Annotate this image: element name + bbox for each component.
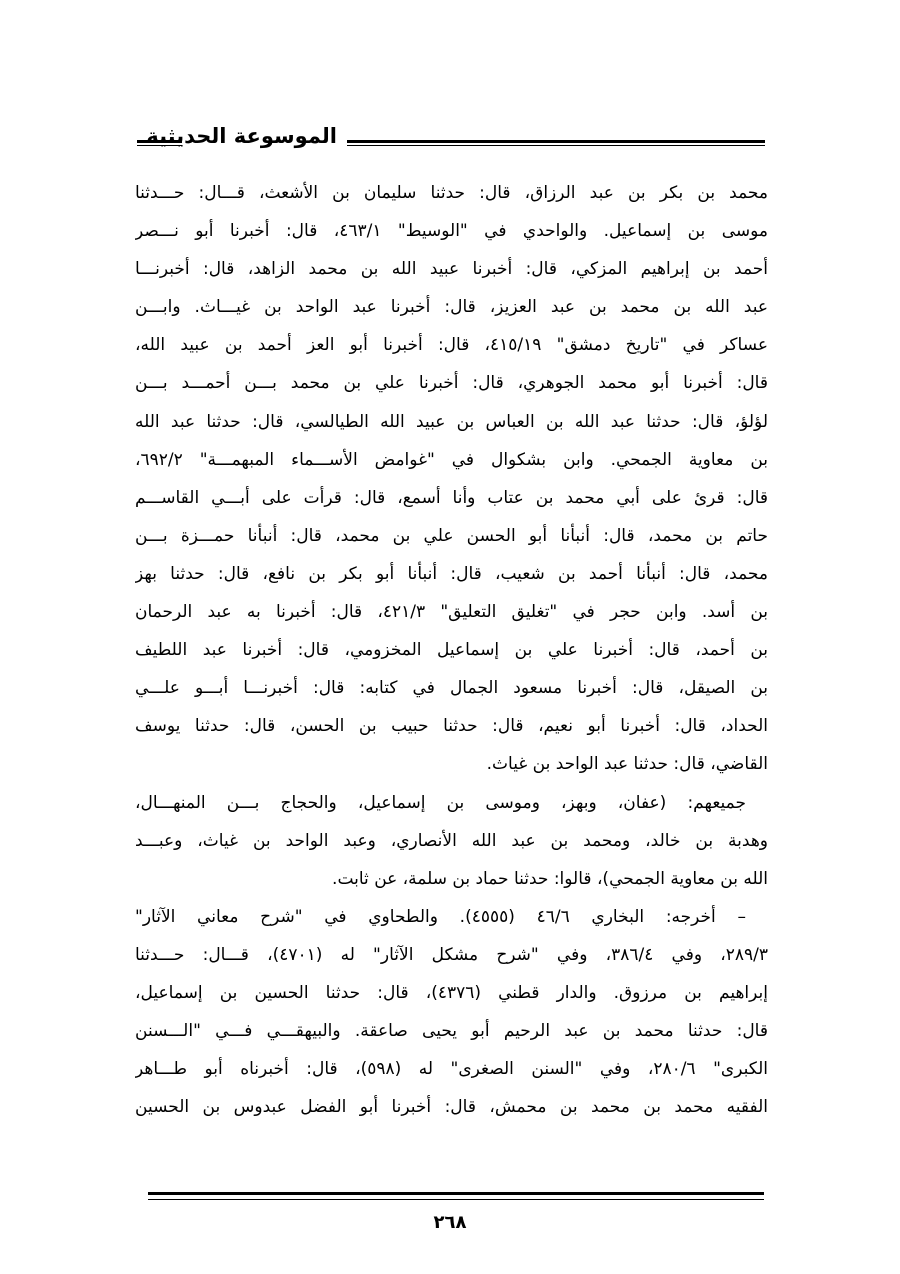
text-line: بن أحمد، قال: أخبرنا علي بن إسماعيل المخزومي، قال: أخبرنا عبد اللطيف [135, 640, 768, 661]
text-line: قال: أخبرنا أبو محمد الجوهري، قال: أخبرنا علي بن محمد بـــن أحمـــد بـــن [135, 373, 768, 394]
text-line: عساكر في "تاريخ دمشق" ٤١٥/١٩، قال: أخبرنا أبو العز أحمد بن عبيد الله، [135, 335, 768, 356]
text-line: موسى بن إسماعيل. والواحدي في "الوسيط" ٤٦٣/١، قال: أخبرنا أبو نـــصر [135, 221, 768, 242]
footer-rule-thin [148, 1199, 764, 1200]
paragraph-end-line: الله بن معاوية الجمحي)، قالوا: حدثنا حماد بن سلمة، عن ثابت. [332, 868, 768, 889]
text-line: محمد، قال: أنبأنا أحمد بن شعيب، قال: أنبأنا أبو بكر بن نافع، قال: حدثنا بهز [135, 563, 768, 584]
text-line: الكبرى" ٢٨٠/٦، وفي "السنن الصغرى" له (٥٩٨)، قال: أخبرناه أبو طـــاهر [135, 1059, 768, 1080]
text-line: قال: قرئ على أبي محمد بن عتاب وأنا أسمع، قال: قرأت على أبـــي القاســـم [135, 487, 768, 508]
paragraph-start-line: – أخرجه: البخاري ٤٦/٦ (٤٥٥٥). والطحاوي في "شرح معاني الآثار" [135, 906, 746, 927]
text-line: أحمد بن إبراهيم المزكي، قال: أخبرنا عبيد الله بن محمد الزاهد، قال: أخبرنـــا [135, 259, 768, 280]
header-rule-right [347, 140, 765, 146]
text-line: الحداد، قال: أخبرنا أبو نعيم، قال: حدثنا حبيب بن الحسن، قال: حدثنا يوسف [135, 716, 768, 737]
text-line: بن الصيقل، قال: أخبرنا مسعود الجمال في كتابه: قال: أخبرنـــا أبـــو علـــي [135, 678, 768, 699]
text-line: لؤلؤ، قال: حدثنا عبد الله بن العباس بن عبيد الله الطيالسي، قال: حدثنا عبد الله [135, 411, 768, 432]
text-line: قال: حدثنا محمد بن عبد الرحيم أبو يحيى صاعقة. والبيهقـــي فـــي "الـــسنن [135, 1021, 768, 1042]
text-line: بن معاوية الجمحي. وابن بشكوال في "غوامض الأســـماء المبهمـــة" ٦٩٢/٢، [135, 449, 768, 470]
text-line: الفقيه محمد بن محمد بن محمش، قال: أخبرنا أبو الفضل عبدوس بن الحسين [135, 1097, 768, 1118]
text-line: عبد الله بن محمد بن عبد العزيز، قال: أخبرنا عبد الواحد بن غيـــاث. وابـــن [135, 297, 768, 318]
page-number: ٢٦٨ [433, 1212, 467, 1233]
page-header [137, 118, 765, 168]
header-title: الموسوعة الحديثية [146, 124, 337, 148]
paragraph-end-line: القاضي، قال: حدثنا عبد الواحد بن غياث. [486, 754, 768, 775]
body-text [135, 174, 768, 1126]
paragraph-start-line: جميعهم: (عفان، وبهز، وموسى بن إسماعيل، والحجاج بـــن المنهـــال، [135, 792, 746, 813]
text-line: بن أسد. وابن حجر في "تغليق التعليق" ٤٢١/٣، قال: أخبرنا به عبد الرحمان [135, 602, 768, 623]
text-line: وهدبة بن خالد، ومحمد بن عبد الله الأنصاري، وعبد الواحد بن غياث، وعبـــد [135, 830, 768, 851]
text-line: محمد بن بكر بن عبد الرزاق، قال: حدثنا سليمان بن الأشعث، قـــال: حـــدثنا [135, 183, 768, 203]
text-line: إبراهيم بن مرزوق. والدار قطني (٤٣٧٦)، قال: حدثنا الحسين بن إسماعيل، [135, 982, 768, 1003]
text-line: ٢٨٩/٣، وفي ٣٨٦/٤، وفي "شرح مشكل الآثار" له (٤٧٠١)، قـــال: حـــدثنا [135, 944, 768, 965]
footer-rule-thick [148, 1192, 764, 1195]
text-line: حاتم بن محمد، قال: أنبأنا أبو الحسن علي بن محمد، قال: أنبأنا حمـــزة بـــن [135, 525, 768, 546]
